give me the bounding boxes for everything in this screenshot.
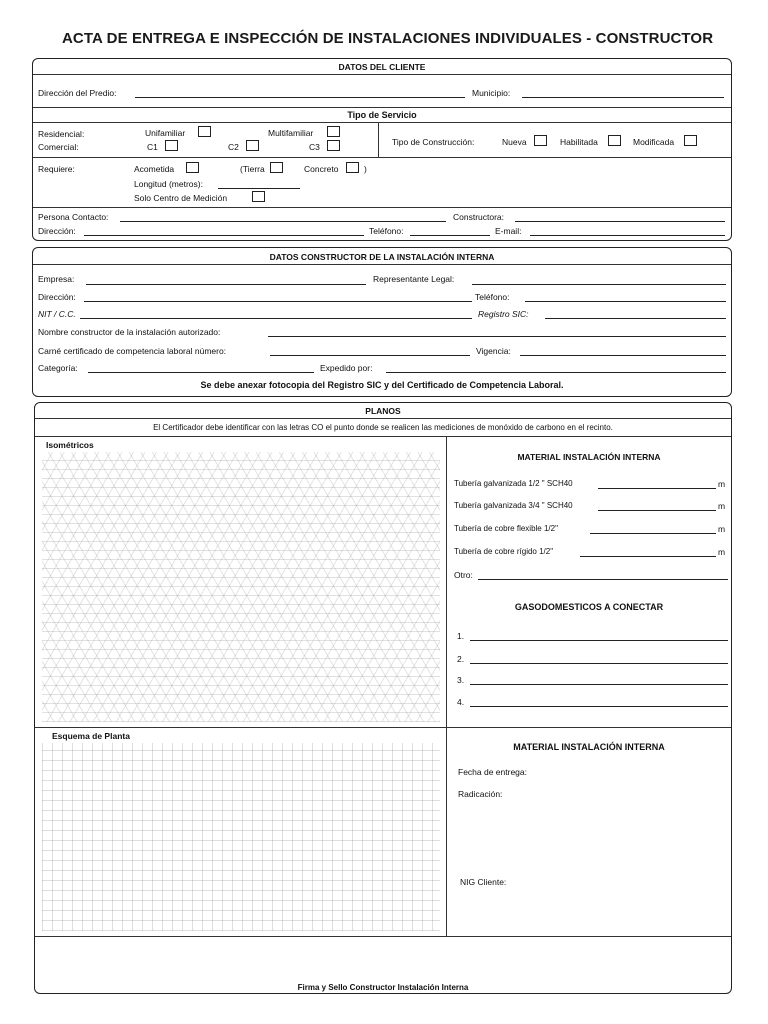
c3-label: C3 [309,142,320,152]
appliance-4-label: 4. [457,697,465,707]
material-header-2: MATERIAL INSTALACIÓN INTERNA [513,742,665,752]
appliance-1-label: 1. [457,631,465,641]
c3-checkbox[interactable] [327,140,340,151]
floor-plan-label: Esquema de Planta [52,731,130,741]
attachment-note: Se debe anexar fotocopia del Registro SIC y del Certificado de Competencia Laboral. [200,380,564,390]
company-field[interactable] [86,284,366,285]
material-item-1-unit: m [718,479,726,489]
other-material-field[interactable] [478,579,728,580]
property-address-label: Dirección del Predio: [38,88,117,98]
length-field[interactable] [218,188,300,189]
modified-checkbox[interactable] [684,135,697,146]
authorized-builder-field[interactable] [268,336,726,337]
material-item-1-field[interactable] [598,488,716,489]
floor-plan-grid[interactable] [42,743,440,931]
meter-center-checkbox[interactable] [252,191,265,202]
municipality-label: Municipio: [472,88,511,98]
appliance-3-field[interactable] [470,684,728,685]
material-item-3-label: Tubería de cobre flexible 1/2" [454,524,558,533]
client-email-field[interactable] [530,235,725,236]
enabled-label: Habilitada [560,137,598,147]
municipality-field[interactable] [522,97,724,98]
enabled-checkbox[interactable] [608,135,621,146]
single-family-checkbox[interactable] [198,126,211,137]
sic-registry-label: Registro SIC: [478,309,529,319]
construction-company-field[interactable] [515,221,725,222]
contact-person-field[interactable] [120,221,446,222]
delivery-date-label: Fecha de entrega: [458,767,527,777]
meter-center-label: Solo Centro de Medición [134,193,228,203]
appliances-header: GASODOMESTICOS A CONECTAR [514,602,664,612]
builder-phone-field[interactable] [525,301,726,302]
material-item-2-unit: m [718,501,726,511]
new-label: Nueva [502,137,527,147]
company-label: Empresa: [38,274,75,284]
nit-field[interactable] [80,318,472,319]
nit-label: NIT / C.C. [38,309,76,319]
multi-family-checkbox[interactable] [327,126,340,137]
certificate-number-field[interactable] [270,355,470,356]
service-line-checkbox[interactable] [186,162,199,173]
single-family-label: Unifamiliar [145,128,186,138]
construction-company-label: Constructora: [453,212,505,222]
builder-address-label: Dirección: [38,292,76,302]
concrete-label: Concreto [304,164,339,174]
document-title: ACTA DE ENTREGA E INSPECCIÓN DE INSTALACIONES INDIVIDUALES - CONSTRUCTOR [62,30,714,47]
material-item-3-unit: m [718,524,726,534]
c2-checkbox[interactable] [246,140,259,151]
appliance-3-label: 3. [457,675,465,685]
contact-person-label: Persona Contacto: [38,212,109,222]
material-item-4-label: Tubería de cobre rígido 1/2" [454,547,554,556]
category-field[interactable] [88,372,314,373]
client-phone-label: Teléfono: [369,226,404,236]
c2-label: C2 [228,142,239,152]
commercial-label: Comercial: [38,142,79,152]
concrete-checkbox[interactable] [346,162,359,173]
c1-label: C1 [147,142,158,152]
material-item-4-field[interactable] [580,556,716,557]
isometric-label: Isométricos [46,440,94,450]
builder-phone-label: Teléfono: [475,292,510,302]
residential-label: Residencial: [38,129,85,139]
service-type-header: Tipo de Servicio [347,110,417,120]
length-label: Longitud (metros): [134,179,203,189]
builder-address-field[interactable] [84,301,472,302]
co-instruction: El Certificador debe identificar con las letras CO el punto donde se realicen las mediciones de monóxido de carbono en el recinto. [153,423,613,432]
appliance-1-field[interactable] [470,640,728,641]
issued-by-field[interactable] [386,372,726,373]
validity-label: Vigencia: [476,346,511,356]
client-phone-field[interactable] [410,235,490,236]
issued-by-label: Expedido por: [320,363,373,373]
certificate-number-label: Carné certificado de competencia laboral número: [38,346,227,356]
plans-header: PLANOS [365,406,401,416]
client-address-field[interactable] [84,235,364,236]
client-data-header: DATOS DEL CLIENTE [338,62,426,72]
material-item-4-unit: m [718,547,726,557]
material-item-2-field[interactable] [598,510,716,511]
signature-label: Firma y Sello Constructor Instalación Interna [297,983,469,992]
legal-rep-label: Representante Legal: [373,274,455,284]
c1-checkbox[interactable] [165,140,178,151]
nig-client-label: NIG Cliente: [460,877,507,887]
builder-data-section [32,247,732,397]
requires-label: Requiere: [38,164,75,174]
ground-checkbox[interactable] [270,162,283,173]
material-item-3-field[interactable] [590,533,716,534]
client-address-label: Dirección: [38,226,76,236]
appliance-2-field[interactable] [470,663,728,664]
material-header: MATERIAL INSTALACIÓN INTERNA [517,452,661,462]
validity-field[interactable] [520,355,726,356]
other-material-label: Otro: [454,570,473,580]
multi-family-label: Multifamiliar [268,128,314,138]
close-paren: ) [364,164,367,174]
material-item-2-label: Tubería galvanizada 3/4 " SCH40 [454,501,573,510]
isometric-grid[interactable] [42,452,440,722]
ground-label: (Tierra [240,164,265,174]
client-data-section [32,58,732,241]
construction-type-label: Tipo de Construcción: [392,137,475,147]
sic-registry-field[interactable] [545,318,726,319]
appliance-2-label: 2. [457,654,465,664]
legal-rep-field[interactable] [472,284,726,285]
filing-label: Radicación: [458,789,503,799]
material-item-1-label: Tubería galvanizada 1/2 " SCH40 [454,479,573,488]
property-address-field[interactable] [135,97,465,98]
new-checkbox[interactable] [534,135,547,146]
appliance-4-field[interactable] [470,706,728,707]
modified-label: Modificada [633,137,675,147]
client-email-label: E-mail: [495,226,522,236]
category-label: Categoría: [38,363,78,373]
authorized-builder-label: Nombre constructor de la instalación autorizado: [38,327,221,337]
builder-data-header: DATOS CONSTRUCTOR DE LA INSTALACIÓN INTERNA [269,252,495,262]
service-line-label: Acometida [134,164,175,174]
